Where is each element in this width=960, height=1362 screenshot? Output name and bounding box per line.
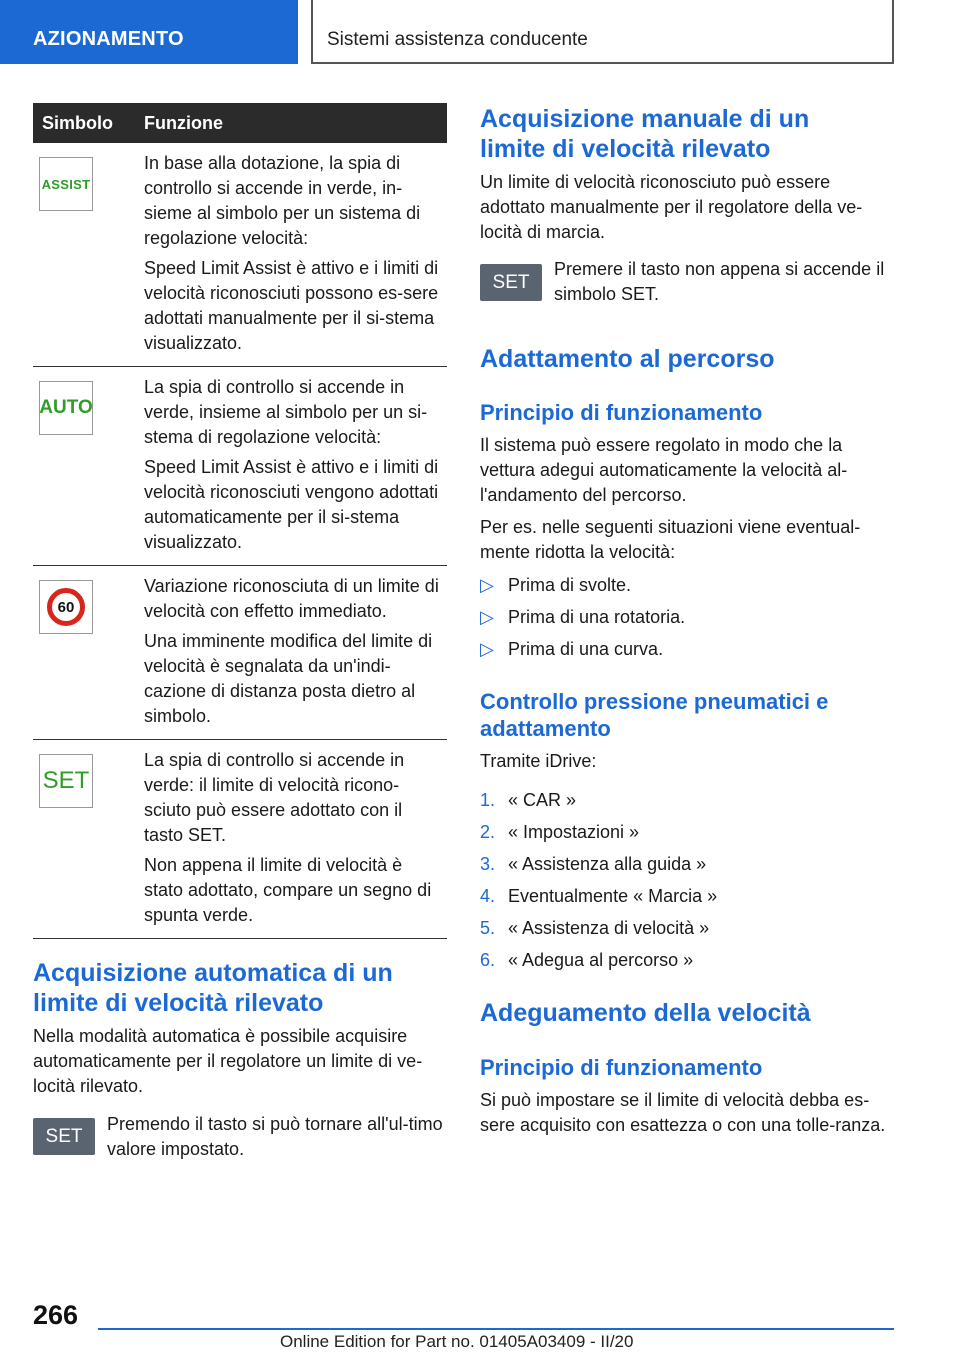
- idrive-steps-list: [480, 788, 894, 980]
- footer-rule: [98, 1328, 894, 1330]
- route-example-text: Per es. nelle seguenti situazioni viene eventual-mente ridotta la velocità:: [480, 517, 861, 562]
- row-text: La spia di controllo si accende in verde, insieme al simbolo per un si-stema di regolazione velocità:: [144, 377, 428, 447]
- route-principle-text: Il sistema può essere regolato in modo che la vettura adegui automaticamente la velocità al-l'andamento del percorso.: [480, 435, 848, 505]
- table-row: [33, 740, 447, 939]
- triangle-bullet-icon: ▷: [480, 607, 494, 627]
- chapter-title: Sistemi assistenza conducente: [327, 29, 588, 50]
- auto-acquisition-heading: Acquisizione automatica di un limite di velocità rilevato: [33, 959, 393, 1017]
- row-text: Speed Limit Assist è attivo e i limiti di velocità riconosciuti possono es-sere adottati manualmente per il si-stema visualizzato.: [144, 258, 439, 353]
- idrive-intro: Tramite iDrive:: [480, 751, 597, 771]
- table-header: [33, 103, 447, 143]
- list-item: 5. « Assistenza di velocità »: [480, 918, 710, 938]
- speed-adjustment-heading: Adeguamento della velocità: [480, 999, 811, 1027]
- set-button-description: Premere il tasto non appena si accende il simbolo SET.: [554, 259, 885, 304]
- route-situations-list: [480, 573, 894, 669]
- triangle-bullet-icon: ▷: [480, 639, 494, 659]
- table-row: [33, 367, 447, 566]
- row-text: In base alla dotazione, la spia di controllo si accende in verde, in-sieme al simbolo per un sistema di regolazione velocità:: [144, 153, 421, 248]
- tire-pressure-heading: Controllo pressione pneumatici e adattamento: [480, 689, 829, 741]
- list-item: ▷ Prima di svolte.: [480, 573, 894, 605]
- list-item: 3. « Assistenza alla guida »: [480, 854, 707, 874]
- list-item: ▷ Prima di una curva.: [480, 637, 894, 669]
- symbol-table: [33, 103, 447, 939]
- set-button-description: Premendo il tasto si può tornare all'ul-timo valore impostato.: [107, 1114, 443, 1159]
- speed-principle-heading: Principio di funzionamento: [480, 1055, 763, 1080]
- section-tab: [0, 0, 298, 64]
- manual-acquisition-heading: Acquisizione manuale di un limite di velocità rilevato: [480, 105, 810, 163]
- chapter-tab: [311, 0, 894, 64]
- table-row: [33, 566, 447, 740]
- set-button-icon: SET: [33, 1118, 95, 1155]
- table-row: [33, 143, 447, 367]
- triangle-bullet-icon: ▷: [480, 575, 494, 595]
- row-text: La spia di controllo si accende in verde: il limite di velocità ricono-sciuto può essere adottato con il tasto SET.: [144, 750, 405, 845]
- list-item: 6. « Adegua al percorso »: [480, 950, 694, 970]
- row-text: Speed Limit Assist è attivo e i limiti di velocità riconosciuti vengono adottati automaticamente per il si-stema visualizzato.: [144, 457, 439, 552]
- list-item: 2. « Impostazioni »: [480, 822, 640, 842]
- section-title: AZIONAMENTO: [33, 28, 184, 50]
- set-button-icon: SET: [480, 264, 542, 301]
- row-text: Una imminente modifica del limite di velocità è segnalata da un'indi-cazione di distanza posta dietro al simbolo.: [144, 631, 433, 726]
- list-item: 1. « CAR »: [480, 790, 577, 810]
- row-text: Variazione riconosciuta di un limite di velocità con effetto immediato.: [144, 576, 439, 621]
- auto-acquisition-text: Nella modalità automatica è possibile acquisire automaticamente per il regolatore un limite di ve-locità rilevato.: [33, 1026, 423, 1096]
- row-text: Non appena il limite di velocità è stato adottato, compare un segno di spunta verde.: [144, 855, 432, 925]
- manual-acquisition-text: Un limite di velocità riconosciuto può essere adottato manualmente per il regolatore della ve-locità di marcia.: [480, 172, 863, 242]
- list-item: 4. Eventualmente « Marcia »: [480, 886, 718, 906]
- auto-icon: AUTO: [39, 381, 93, 435]
- column-header-function: Funzione: [144, 113, 223, 133]
- route-principle-heading: Principio di funzionamento: [480, 400, 763, 425]
- assist-icon: ASSIST: [39, 157, 93, 211]
- speed-principle-text: Si può impostare se il limite di velocità debba es-sere acquisito con esattezza o con una tolle-ranza.: [480, 1090, 886, 1135]
- edition-note: Online Edition for Part no. 01405A03409 - II/20: [280, 1332, 634, 1351]
- page-number: 266: [33, 1300, 79, 1330]
- set-icon: SET: [39, 754, 93, 808]
- column-header-symbol: Simbolo: [42, 113, 113, 133]
- speed-limit-sign-icon: 60: [39, 580, 93, 634]
- list-item: ▷ Prima di una rotatoria.: [480, 605, 894, 637]
- route-adaptation-heading: Adattamento al percorso: [480, 345, 775, 373]
